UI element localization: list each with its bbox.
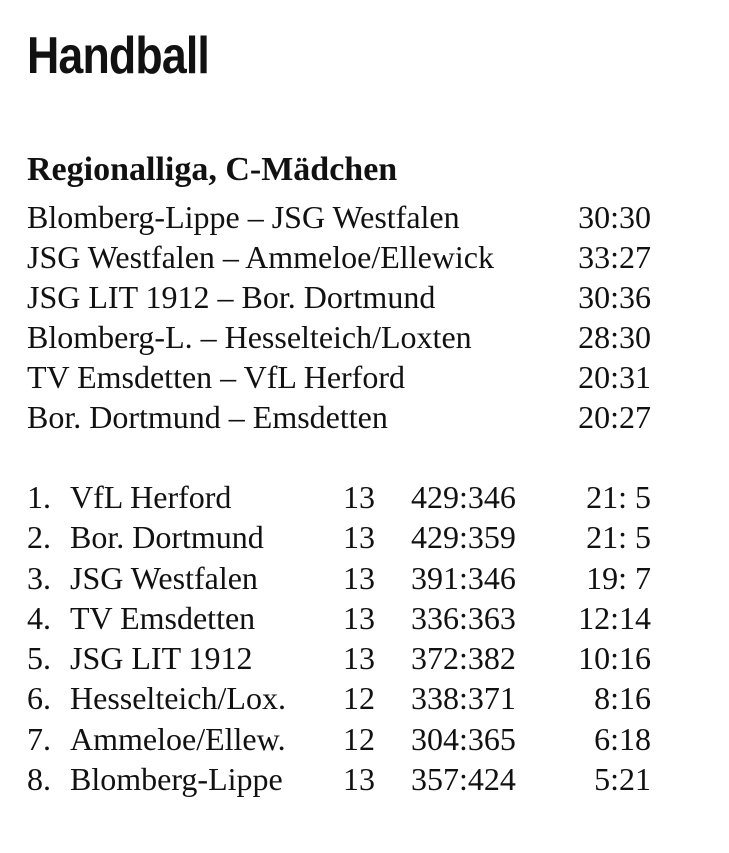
match-teams: JSG Westfalen – Ammeloe/Ellewick (27, 239, 494, 275)
rank: 2. (27, 519, 51, 556)
standings-row (27, 719, 651, 759)
standings-row (27, 477, 651, 517)
team-name: Blomberg-Lippe (70, 761, 283, 798)
standings-row (27, 638, 651, 678)
standings-row (27, 517, 651, 557)
team-name: Bor. Dortmund (70, 519, 264, 556)
match-teams: Blomberg-Lippe – JSG Westfalen (27, 199, 460, 235)
result-row (27, 237, 651, 277)
points: 21: 5 (586, 479, 651, 515)
team-name: VfL Herford (70, 479, 232, 515)
points: 5:21 (594, 761, 651, 798)
points: 8:16 (594, 680, 651, 717)
points: 10:16 (578, 640, 651, 677)
standings-row (27, 558, 651, 598)
match-score: 30:30 (578, 199, 651, 235)
match-score: 28:30 (578, 319, 651, 355)
rank: 6. (27, 680, 51, 717)
league-heading: Regionalliga, C-Mädchen (27, 151, 398, 188)
page-title: Handball (27, 27, 209, 85)
match-teams: Bor. Dortmund – Emsdetten (27, 399, 388, 435)
goal-ratio: 372:382 (411, 640, 516, 677)
games-played: 13 (343, 479, 375, 515)
match-score: 20:31 (578, 359, 651, 395)
result-row (27, 197, 651, 237)
match-teams: TV Emsdetten – VfL Herford (27, 359, 405, 395)
goal-ratio: 336:363 (411, 599, 516, 636)
games-played: 13 (343, 599, 375, 636)
team-name: JSG LIT 1912 (70, 640, 253, 677)
rank: 5. (27, 640, 51, 677)
team-name: JSG Westfalen (70, 559, 258, 596)
standings-row (27, 598, 651, 638)
games-played: 13 (343, 761, 375, 798)
match-teams: JSG LIT 1912 – Bor. Dortmund (27, 279, 436, 315)
points: 6:18 (594, 720, 651, 757)
rank: 7. (27, 720, 51, 757)
rank: 1. (27, 479, 51, 515)
points: 12:14 (578, 599, 651, 636)
match-teams: Blomberg-L. – Hesselteich/Loxten (27, 319, 472, 355)
goal-ratio: 391:346 (411, 559, 516, 596)
games-played: 13 (343, 559, 375, 596)
goal-ratio: 429:346 (411, 479, 516, 515)
rank: 4. (27, 599, 51, 636)
team-name: Hesselteich/Lox. (70, 680, 286, 717)
result-row (27, 397, 651, 437)
rank: 8. (27, 761, 51, 798)
match-score: 20:27 (578, 399, 651, 435)
goal-ratio: 304:365 (411, 720, 516, 757)
standings-row (27, 759, 651, 799)
goal-ratio: 357:424 (411, 761, 516, 798)
results-list (27, 197, 651, 437)
result-row (27, 317, 651, 357)
result-row (27, 357, 651, 397)
points: 19: 7 (586, 559, 651, 596)
games-played: 12 (343, 720, 375, 757)
team-name: Ammeloe/Ellew. (70, 720, 286, 757)
rank: 3. (27, 559, 51, 596)
games-played: 12 (343, 680, 375, 717)
standings-row (27, 678, 651, 718)
team-name: TV Emsdetten (70, 599, 256, 636)
standings-table (27, 477, 651, 799)
games-played: 13 (343, 519, 375, 556)
points: 21: 5 (586, 519, 651, 556)
games-played: 13 (343, 640, 375, 677)
match-score: 30:36 (578, 279, 651, 315)
goal-ratio: 338:371 (411, 680, 516, 717)
result-row (27, 277, 651, 317)
goal-ratio: 429:359 (411, 519, 516, 556)
match-score: 33:27 (578, 239, 651, 275)
